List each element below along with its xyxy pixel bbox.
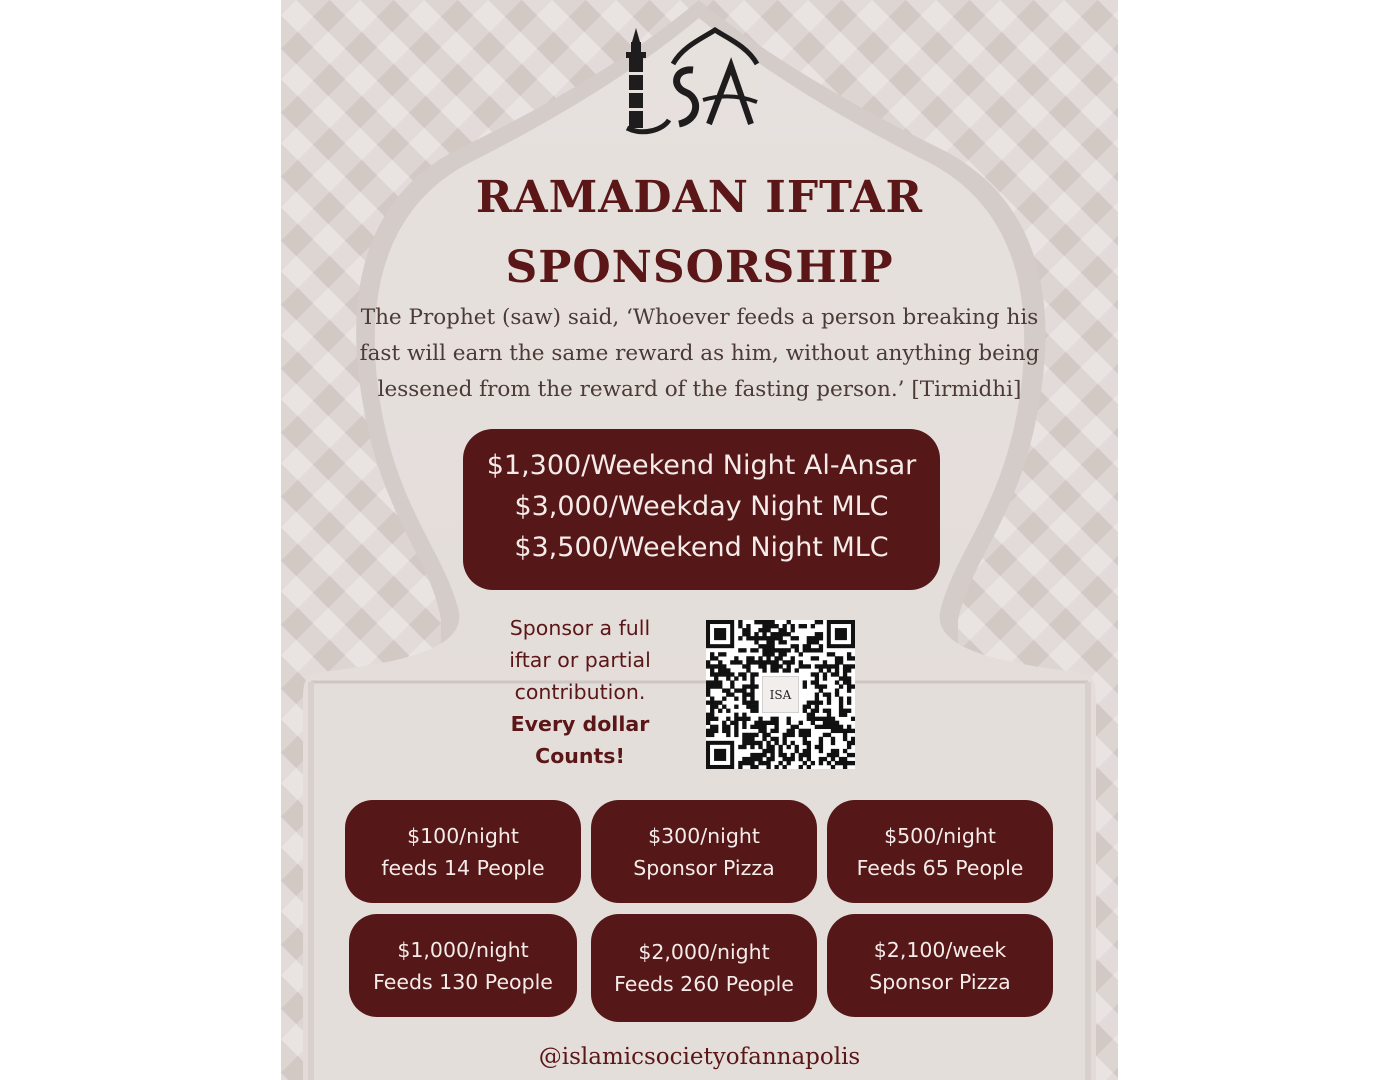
social-handle[interactable]: @islamicsocietyofannapolis: [538, 1044, 861, 1070]
tier-price: $2,100/week: [873, 937, 1007, 962]
tier-card: [345, 800, 581, 903]
tier-price: $1,000/night: [397, 937, 529, 962]
quote-line: lessened from the reward of the fasting person.’ [Tirmidhi]: [377, 377, 1022, 402]
poster: [281, 0, 1118, 1080]
isa-logo-icon: [623, 24, 773, 138]
tier-description: Feeds 65 People: [856, 855, 1024, 880]
cta-emphasis: Every dollar: [510, 712, 650, 736]
tier-price: $500/night: [884, 823, 996, 848]
tier-card: [827, 800, 1053, 903]
quote-line: fast will earn the same reward as him, without anything being: [359, 341, 1040, 366]
cta-emphasis: Counts!: [535, 744, 625, 768]
cta-line: contribution.: [514, 680, 646, 704]
tier-price: $300/night: [648, 823, 760, 848]
offer-weekday-mlc: $3,000/Weekday Night MLC: [514, 491, 889, 522]
hadith-quote: [341, 300, 1058, 408]
title-line-2: SPONSORSHIP: [505, 242, 894, 293]
tier-description: Feeds 260 People: [614, 972, 794, 996]
qr-code-icon[interactable]: [706, 620, 855, 769]
qr-center-logo: ISA: [769, 688, 792, 702]
tier-price: $100/night: [407, 823, 519, 848]
tier-price: $2,000/night: [638, 940, 770, 964]
offer-weekend-al-ansar: $1,300/Weekend Night Al-Ansar: [486, 450, 917, 481]
offer-weekend-mlc: $3,500/Weekend Night MLC: [514, 532, 889, 563]
tier-description: Sponsor Pizza: [633, 855, 775, 880]
tier-card: [591, 914, 817, 1022]
tier-description: Feeds 130 People: [373, 969, 553, 994]
title-line-1: RAMADAN IFTAR: [475, 172, 924, 223]
main-sponsorship-box: [463, 429, 940, 590]
tier-card: [591, 800, 817, 903]
call-to-action: [488, 612, 672, 772]
cta-line: Sponsor a full: [509, 616, 651, 640]
tier-card: [827, 914, 1053, 1017]
tier-card: [349, 914, 577, 1017]
tier-description: Sponsor Pizza: [869, 969, 1011, 994]
cta-line: iftar or partial: [509, 648, 651, 672]
tier-description: feeds 14 People: [381, 855, 545, 880]
quote-line: The Prophet (saw) said, ‘Whoever feeds a person breaking his: [360, 305, 1039, 330]
